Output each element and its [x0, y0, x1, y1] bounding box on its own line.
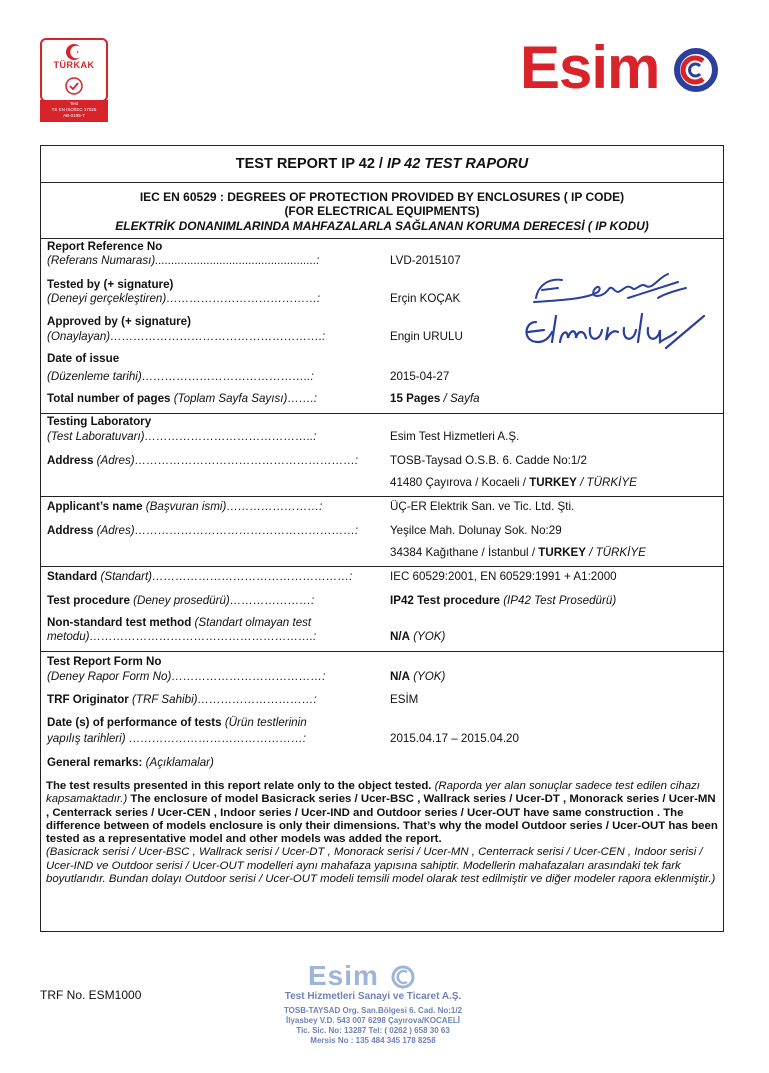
report-title: [40, 155, 724, 173]
stamp-line-2: TOSB-TAYSAD Org. San.Bölgesi 6. Cad. No:1/2: [283, 1006, 463, 1015]
nonstandard-value-italic: (YOK): [409, 630, 446, 643]
turkak-accreditation-band: [40, 100, 108, 122]
performance-label: Date (s) of performance of tests: [47, 716, 222, 729]
pages-value-row: [390, 392, 480, 406]
originator-sub: (TRF Sahibi)…………………………:: [128, 693, 317, 706]
trf-sub: (Deney Rapor Form No)…………………………………:: [47, 670, 326, 683]
tested-label: Tested by (+ signature): [47, 278, 174, 291]
stamp-logo-icon: [390, 964, 416, 990]
approver-signature: [516, 308, 716, 354]
remarks-p1: The test results presented in this report relate only to the object tested.: [46, 780, 432, 792]
subtitle-line-2: (FOR ELECTRICAL EQUIPMENTS): [284, 204, 480, 218]
remarks-p2: The enclosure of model Basicrack series / Ucer-BSC , Wallrack series / Ucer-DT , Monorack series / Ucer-MN , Centerrack series / Ucer-CEN , Indoor series / Ucer-IND and Outdoor series / Ucer-OUT have same construction . The difference between of models enclosure is only their dimensions. That’s why the model Outdoor series / Ucer-OUT has been tested as a representative model and other models was added the report.: [46, 793, 718, 846]
general-remarks-row: [47, 756, 214, 770]
stamp-line-5: Mersis No : 135 484 345 178 8258: [310, 1036, 436, 1045]
stamp-line-1: Test Hizmetleri Sanayi ve Ticaret A.Ş.: [284, 991, 462, 1002]
lab-address-row: [47, 454, 358, 468]
originator-row: [47, 693, 317, 707]
pages-row: [47, 392, 317, 406]
lab-address-line-1: TOSB-Taysad O.S.B. 6. Cadde No:1/2: [390, 454, 587, 467]
general-remarks-label: General remarks:: [47, 756, 143, 769]
lab-address-label: Address: [47, 454, 94, 467]
approved-label: Approved by (+ signature): [47, 315, 191, 328]
stamp-line-4: Tic. Sic. No: 13287 Tel: ( 0262 ) 658 30 63: [296, 1026, 450, 1035]
nonstandard-row: [47, 616, 311, 630]
title-main: TEST REPORT IP 42 /: [235, 156, 387, 172]
divider-trf: [40, 651, 724, 652]
turkak-line-2: TS EN ISO/IEC 17025: [51, 107, 97, 112]
nonstandard-sub-2: metodu)………………………………………………….:: [47, 630, 317, 643]
originator-label: TRF Originator: [47, 693, 129, 706]
turkak-logo: [40, 38, 106, 120]
pages-value-italic: / Sayfa: [440, 392, 480, 405]
title-italic: IP 42 TEST RAPORU: [386, 156, 529, 172]
procedure-value: IP42 Test procedure: [390, 594, 500, 607]
pages-sub: (Toplam Sayfa Sayısı)…….:: [173, 392, 317, 405]
tested-sub: (Deneyi gerçekleştiren)…………………………………:: [47, 292, 321, 305]
performance-sub: (Ürün testlerinin: [221, 716, 307, 729]
applicant-row: [47, 500, 322, 514]
lab-address-country-tr: / TÜRKİYE: [576, 476, 637, 489]
esim-circle-icon: [672, 46, 720, 94]
approved-sub: (Onaylayan)……………………………………………….:: [47, 330, 326, 343]
subtitle-line-1: IEC EN 60529 : DEGREES OF PROTECTION PROVIDED BY ENCLOSURES ( IP CODE): [139, 190, 625, 204]
ref-sub: (Referans Numarası)..................................................:: [47, 254, 320, 267]
turkak-line-3: AB-0195-T: [63, 113, 85, 118]
applicant-address-country: TURKEY: [538, 546, 586, 559]
nonstandard-sub: (Standart olmayan test: [191, 616, 312, 629]
standard-row: [47, 570, 352, 584]
lab-address-country: TURKEY: [529, 476, 577, 489]
lab-address-line-2: [390, 476, 637, 490]
esim-logo-word: Esim: [520, 34, 660, 101]
company-stamp: [250, 960, 496, 1050]
nonstandard-label: Non-standard test method: [47, 616, 192, 629]
applicant-address-country-tr: / TÜRKİYE: [585, 546, 646, 559]
divider-applicant: [40, 496, 724, 497]
applicant-value: ÜÇ-ER Elektrik San. ve Tic. Ltd. Şti.: [390, 500, 575, 513]
standard-value: IEC 60529:2001, EN 60529:1991 + A1:2000: [390, 570, 617, 583]
stamp-word: Esim: [308, 960, 379, 991]
turkak-logo-name: TÜRKAK: [53, 60, 95, 70]
applicant-address-line-2: [390, 546, 646, 560]
subtitle-line-3: ELEKTRİK DONANIMLARINDA MAHFAZALARLA SAĞLANAN KORUMA DERECESİ ( IP KODU): [115, 219, 649, 233]
ref-label: Report Reference No: [47, 240, 163, 253]
trf-number: TRF No. ESM1000: [40, 988, 142, 1002]
esim-logo: [520, 36, 720, 100]
date-sub: (Düzenleme tarihi)……………………………………..:: [47, 370, 314, 383]
general-remarks-sub: (Açıklamalar): [142, 756, 214, 769]
tested-value: Erçin KOÇAK: [390, 292, 461, 305]
lab-sub: (Test Laboratuvarı)……………………………………..:: [47, 430, 317, 443]
standard-sub: (Standart)……………………………………………:: [97, 570, 353, 583]
remarks-p3: (Basicrack serisi / Ucer-BSC , Wallrack serisi / Ucer-DT , Monorack serisi / Ucer-MN , Centerrack serisi / Ucer-CEN , Indoor serisi / Ucer-IND ve Outdoor serisi / Ucer-OUT modelleri aynı mahafaza yapısına sahiptir. Modellerin mahafazaları arasındaki tek fark boyutlarıdır. Bundan dolayı Outdoor serisi / Ucer-OUT modeli temsili model olarak test edilmiştir ve diğer modeler rapora eklenmiştir.): [46, 846, 716, 886]
performance-value: 2015.04.17 – 2015.04.20: [390, 732, 519, 745]
remarks-text: [46, 780, 718, 886]
applicant-sub: (Başvuran ismi)……………………:: [142, 500, 323, 513]
nonstandard-value: N/A: [390, 630, 410, 643]
lab-label: Testing Laboratory: [47, 415, 152, 428]
divider-subtitle: [40, 238, 724, 239]
ref-value: LVD-2015107: [390, 254, 461, 267]
lab-address-sub: (Adres)…………………………………………………:: [93, 454, 359, 467]
turkak-logo-frame: [40, 38, 108, 102]
applicant-address-sub: (Adres)…………………………………………………:: [93, 524, 359, 537]
trf-label: Test Report Form No: [47, 655, 162, 668]
trf-value: N/A: [390, 670, 410, 683]
performance-sub-2: yapılış tarihleri) ………………………………………:: [47, 732, 306, 745]
pages-value: 15 Pages: [390, 392, 441, 405]
applicant-address-city: 34384 Kağıthane / İstanbul /: [390, 546, 539, 559]
originator-value: ESİM: [390, 693, 419, 706]
divider-title: [40, 182, 724, 183]
turkak-line-1: Test: [69, 101, 79, 106]
check-badge-icon: [42, 76, 106, 96]
applicant-address-row: [47, 524, 358, 538]
procedure-value-row: [390, 594, 616, 608]
procedure-value-italic: (IP42 Test Prosedürü): [499, 594, 617, 607]
stamp-line-3: İlyasbey V.D. 543 007 6298 Çayırova/KOCAELİ: [285, 1016, 461, 1025]
procedure-row: [47, 594, 314, 608]
date-label: Date of issue: [47, 352, 120, 365]
approved-value: Engin URULU: [390, 330, 463, 343]
applicant-address-line-1: Yeşilce Mah. Dolunay Sok. No:29: [390, 524, 562, 537]
crescent-star-icon: [42, 40, 106, 62]
procedure-sub: (Deney prosedürü)…………………:: [129, 594, 315, 607]
divider-standard: [40, 566, 724, 567]
applicant-label: Applicant’s name: [47, 500, 143, 513]
standard-label: Standard: [47, 570, 98, 583]
performance-row: [47, 716, 307, 730]
trf-value-italic: (YOK): [409, 670, 446, 683]
lab-address-city: 41480 Çayırova / Kocaeli /: [390, 476, 530, 489]
procedure-label: Test procedure: [47, 594, 130, 607]
divider-lab: [40, 413, 724, 414]
tester-signature: [528, 268, 688, 310]
pages-label: Total number of pages: [47, 392, 171, 405]
lab-value: Esim Test Hizmetleri A.Ş.: [390, 430, 520, 443]
applicant-address-label: Address: [47, 524, 94, 537]
date-value: 2015-04-27: [390, 370, 450, 383]
trf-value-row: [390, 670, 445, 684]
nonstandard-value-row: [390, 630, 445, 644]
remarks-p1-italic: (Raporda yer alan sonuçlar sadece test edilen cihazı kapsamaktadır.): [46, 780, 700, 806]
